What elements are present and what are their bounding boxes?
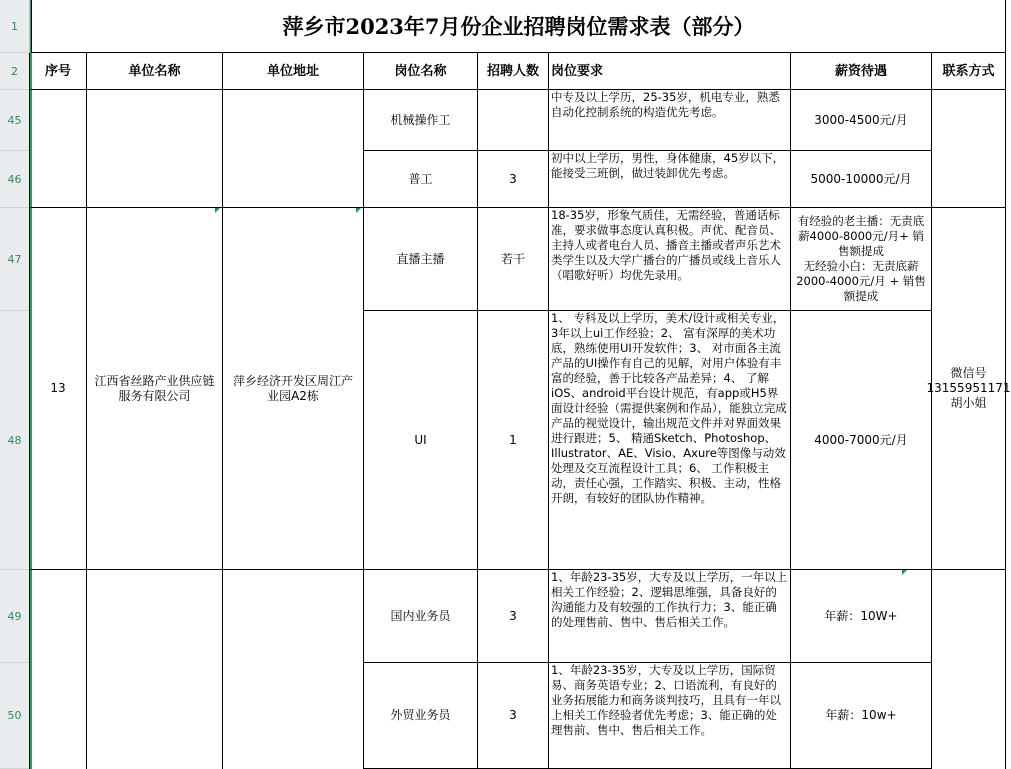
cell-seq[interactable]: 13 (29, 208, 87, 570)
cell-salary[interactable]: 有经验的老主播：无责底薪4000-8000元/月+ 销售额提成 无经验小白：无责底薪2000-4000元/月 + 销售额提成 (791, 208, 932, 311)
cell-salary[interactable]: 年薪：10w+ (791, 663, 932, 769)
cell-salary[interactable]: 4000-7000元/月 (791, 311, 932, 570)
cell-count[interactable]: 1 (478, 311, 549, 570)
cell-count[interactable]: 3 (478, 663, 549, 769)
cell-requirements[interactable]: 1、年龄23-35岁，大专及以上学历，一年以上相关工作经验；2、逻辑思维强，具备良好的沟通能力及有较强的工作执行力；3、能正确的处理售前、售中、售后相关工作。 (549, 570, 791, 663)
cell-position[interactable]: 机械操作工 (364, 90, 478, 151)
cell-address[interactable] (223, 570, 364, 769)
row-number[interactable]: 1 (0, 0, 29, 53)
cell-seq[interactable] (29, 570, 87, 769)
header-count[interactable]: 招聘人数 (478, 53, 549, 90)
row-number[interactable]: 45 (0, 90, 29, 151)
sheet-title[interactable]: 萍乡市2023年7月份企业招聘岗位需求表（部分） (31, 0, 1006, 53)
cell-position[interactable]: 直播主播 (364, 208, 478, 311)
row-number[interactable]: 46 (0, 151, 29, 208)
row-header-column (0, 0, 30, 769)
cell-requirements[interactable]: 初中以上学历，男性，身体健康，45岁以下，能接受三班倒，做过装卸优先考虑。 (549, 151, 791, 208)
cell-count[interactable]: 3 (478, 151, 549, 208)
cell-address[interactable]: 萍乡经济开发区周江产业园A2栋 (223, 208, 364, 570)
header-position[interactable]: 岗位名称 (364, 53, 478, 90)
header-salary[interactable]: 薪资待遇 (791, 53, 932, 90)
header-address[interactable]: 单位地址 (223, 53, 364, 90)
row-number[interactable]: 49 (0, 570, 29, 663)
cell-contact[interactable]: 微信号13155951171 胡小姐 (932, 208, 1006, 570)
cell-count[interactable] (478, 90, 549, 151)
cell-position[interactable]: 外贸业务员 (364, 663, 478, 769)
row-number[interactable]: 48 (0, 311, 29, 570)
cell-requirements[interactable]: 18-35岁，形象气质佳，无需经验，普通话标准，要求做事态度认真积极。声优、配音员、主持人或者电台人员、播音主播或者声乐艺术类学生以及大学广播台的广播员或线上音乐人（唱歌好听）均优先录用。 (549, 208, 791, 311)
row-number[interactable]: 2 (0, 53, 29, 90)
cell-seq[interactable] (29, 90, 87, 208)
header-seq[interactable]: 序号 (29, 53, 87, 90)
comment-indicator (356, 208, 361, 213)
cell-contact[interactable] (932, 90, 1006, 208)
cell-company[interactable]: 江西省丝路产业供应链服务有限公司 (87, 208, 223, 570)
cell-salary[interactable]: 年薪：10W+ (791, 570, 932, 663)
cell-position[interactable]: UI (364, 311, 478, 570)
cell-address[interactable] (223, 90, 364, 208)
cell-requirements[interactable]: 1、年龄23-35岁，大专及以上学历，国际贸易、商务英语专业；2、口语流利，有良好的业务拓展能力和商务谈判技巧，且具有一年以上相关工作经验者优先考虑；3、能正确的处理售前、售中、售后相关工作。 (549, 663, 791, 769)
cell-requirements[interactable]: 中专及以上学历，25-35岁，机电专业，熟悉自动化控制系统的构造优先考虑。 (549, 90, 791, 151)
row-number[interactable]: 50 (0, 663, 29, 769)
row-number[interactable]: 47 (0, 208, 29, 311)
cell-position[interactable]: 普工 (364, 151, 478, 208)
cell-salary[interactable]: 3000-4500元/月 (791, 90, 932, 151)
header-requirements[interactable]: 岗位要求 (549, 53, 791, 90)
comment-indicator (215, 208, 220, 213)
header-contact[interactable]: 联系方式 (932, 53, 1006, 90)
cell-position[interactable]: 国内业务员 (364, 570, 478, 663)
header-company[interactable]: 单位名称 (87, 53, 223, 90)
cell-company[interactable] (87, 90, 223, 208)
cell-count[interactable]: 若干 (478, 208, 549, 311)
cell-company[interactable] (87, 570, 223, 769)
cell-requirements[interactable]: 1、 专科及以上学历，美术/设计或相关专业，3年以上ui工作经验；2、 富有深厚的美术功底，熟练使用UI开发软件；3、 对市面各主流产品的UI操作有自己的见解，对用户体验有丰富的经验，善于比较各产品差异；4、 了解iOS、android平台设计规范，有app或H5界面设计经验（需提供案例和作品），能独立完成产品的视觉设计，输出规范文件并对界面效果进行跟进；5、 精通Sketch、Photoshop、Illustrator、AE、Visio、Axure等图像与动效处理及交互流程设计工具；6、 工作积极主动，责任心强，工作踏实、积极、主动，性格开朗，有较好的团队协作精神。 (549, 311, 791, 570)
cell-contact[interactable] (932, 570, 1006, 769)
cell-salary[interactable]: 5000-10000元/月 (791, 151, 932, 208)
cell-count[interactable]: 3 (478, 570, 549, 663)
